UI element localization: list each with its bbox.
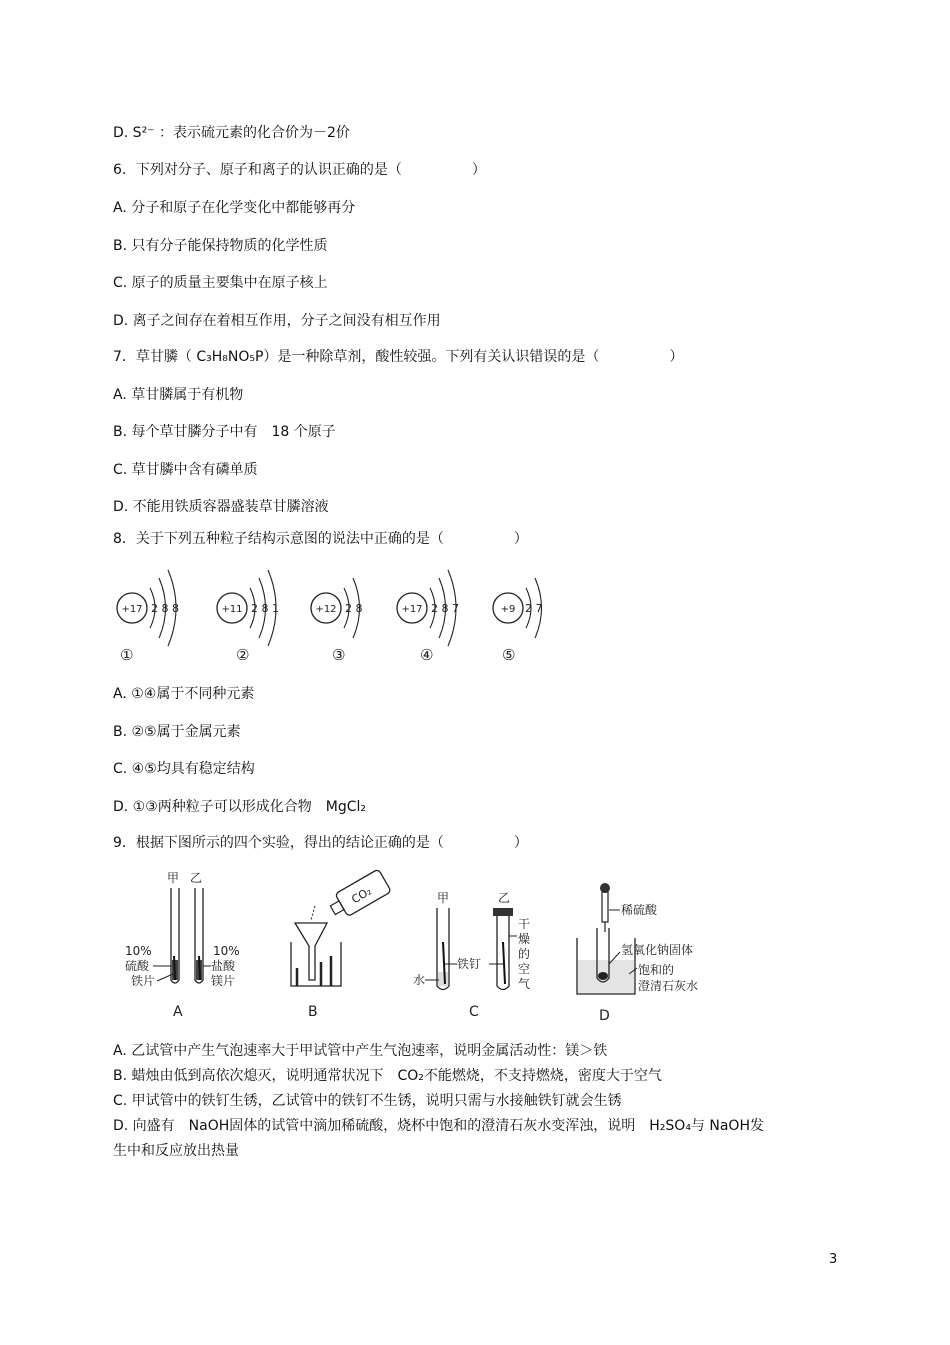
atom-3	[311, 578, 363, 664]
atom-1-label: ①	[120, 646, 134, 664]
q8-option-c: C. ④⑤均具有稳定结构	[113, 761, 255, 777]
q6-option-c: C. 原子的质量主要集中在原子核上	[113, 275, 328, 291]
atom-1	[117, 570, 179, 664]
experiment-c	[413, 891, 530, 1020]
q9-option-d-line1: D. 向盛有 NaOH固体的试管中滴加稀硫酸，烧杯中饱和的澄清石灰水变浑浊，说明 H₂SO₄与 NaOH发	[113, 1118, 764, 1134]
exp-c-jia-label: 甲	[437, 891, 450, 905]
experiment-d	[577, 883, 698, 1024]
atom-2-label: ②	[236, 646, 250, 664]
exp-b-caption: B	[308, 1004, 318, 1020]
q8-option-b: B. ②⑤属于金属元素	[113, 724, 241, 740]
exp-a-left-conc: 10%	[125, 944, 152, 958]
atom-5-shells: 2 7	[525, 602, 543, 615]
exp-a-right-metal: 镁片	[211, 974, 236, 988]
exp-d-acid-label: 稀硫酸	[621, 903, 658, 917]
exp-c-air-1: 干	[518, 917, 531, 931]
q6-option-a: A. 分子和原子在化学变化中都能够再分	[113, 200, 356, 216]
atom-2-shells: 2 8 1	[251, 602, 279, 615]
exp-c-water-label: 水	[413, 973, 426, 987]
q9-option-d-line2: 生中和反应放出热量	[113, 1143, 239, 1159]
q7-option-c: C. 草甘膦中含有磷单质	[113, 462, 258, 478]
experiment-b	[291, 869, 391, 1020]
q9-stem: 9．根据下图所示的四个实验，得出的结论正确的是（ ）	[113, 835, 528, 851]
exp-a-yi-label: 乙	[190, 871, 203, 885]
exp-d-solid-label: 氢氧化钠固体	[621, 943, 694, 957]
exp-c-air-2: 燥	[518, 932, 531, 946]
q6-option-d: D. 离子之间存在着相互作用，分子之间没有相互作用	[113, 313, 441, 329]
atom-5	[493, 578, 543, 664]
q6-stem: 6．下列对分子、原子和离子的认识正确的是（ ）	[113, 162, 486, 178]
q8-option-a: A. ①④属于不同种元素	[113, 686, 255, 702]
atom-2	[217, 570, 279, 664]
q7-option-d: D. 不能用铁质容器盛装草甘膦溶液	[113, 499, 329, 515]
exp-d-saturated-label: 饱和的	[638, 963, 675, 977]
page-number: 3	[829, 1252, 838, 1267]
exp-d-limewater-label: 澄清石灰水	[638, 979, 699, 993]
q9-option-a: A. 乙试管中产生气泡速率大于甲试管中产生气泡速率，说明金属活动性：镁＞铁	[113, 1043, 608, 1059]
atom-structure-figure	[110, 560, 570, 670]
atom-5-nucleus: +9	[500, 604, 516, 615]
exp-c-air-4: 空	[518, 962, 531, 976]
q9-option-c: C. 甲试管中的铁钉生锈，乙试管中的铁钉不生锈，说明只需与水接触铁钉就会生锈	[113, 1093, 622, 1109]
atom-4-shells: 2 8 7	[431, 602, 459, 615]
exp-c-air-5: 气	[518, 977, 531, 991]
q5-option-d: D. S²⁻ ：表示硫元素的化合价为－2价	[113, 125, 350, 141]
atom-4-nucleus: +17	[401, 604, 423, 615]
q7-stem: 7．草甘膦（ C₃H₈NO₅P）是一种除草剂，酸性较强。下列有关认识错误的是（ ）	[113, 349, 684, 365]
atom-1-shells: 2 8 8	[151, 602, 179, 615]
exp-c-caption: C	[469, 1004, 479, 1020]
atom-5-label: ⑤	[502, 646, 516, 664]
atom-3-label: ③	[332, 646, 346, 664]
exp-a-jia-label: 甲	[167, 871, 180, 885]
exp-c-air-3: 的	[518, 947, 531, 961]
atom-4	[397, 570, 459, 664]
q8-option-d: D. ①③两种粒子可以形成化合物 MgCl₂	[113, 799, 367, 815]
exp-a-right-acid: 盐酸	[211, 959, 236, 973]
exp-b-gas-label: CO₂	[349, 884, 374, 907]
q8-stem: 8．关于下列五种粒子结构示意图的说法中正确的是（ ）	[113, 531, 528, 547]
exp-a-left-acid: 硫酸	[125, 959, 150, 973]
exp-a-left-metal: 铁片	[131, 974, 156, 988]
q6-option-b: B. 只有分子能保持物质的化学性质	[113, 238, 328, 254]
q9-option-b: B. 蜡烛由低到高依次熄灭，说明通常状况下 CO₂不能燃烧，不支持燃烧，密度大于空气	[113, 1068, 662, 1084]
experiment-figure	[115, 868, 735, 1028]
atom-3-shells: 2 8	[345, 602, 363, 615]
q7-option-b: B. 每个草甘膦分子中有 18 个原子	[113, 424, 336, 440]
experiment-a	[125, 871, 240, 1020]
atom-2-nucleus: +11	[221, 604, 243, 615]
exp-a-right-conc: 10%	[213, 944, 240, 958]
exp-c-yi-label: 乙	[498, 891, 511, 905]
atom-1-nucleus: +17	[121, 604, 143, 615]
q7-option-a: A. 草甘膦属于有机物	[113, 387, 244, 403]
exp-c-nail-label: 铁钉	[457, 957, 482, 971]
atom-4-label: ④	[420, 646, 434, 664]
exp-d-caption: D	[599, 1008, 610, 1024]
atom-3-nucleus: +12	[315, 604, 337, 615]
exp-a-caption: A	[173, 1004, 183, 1020]
